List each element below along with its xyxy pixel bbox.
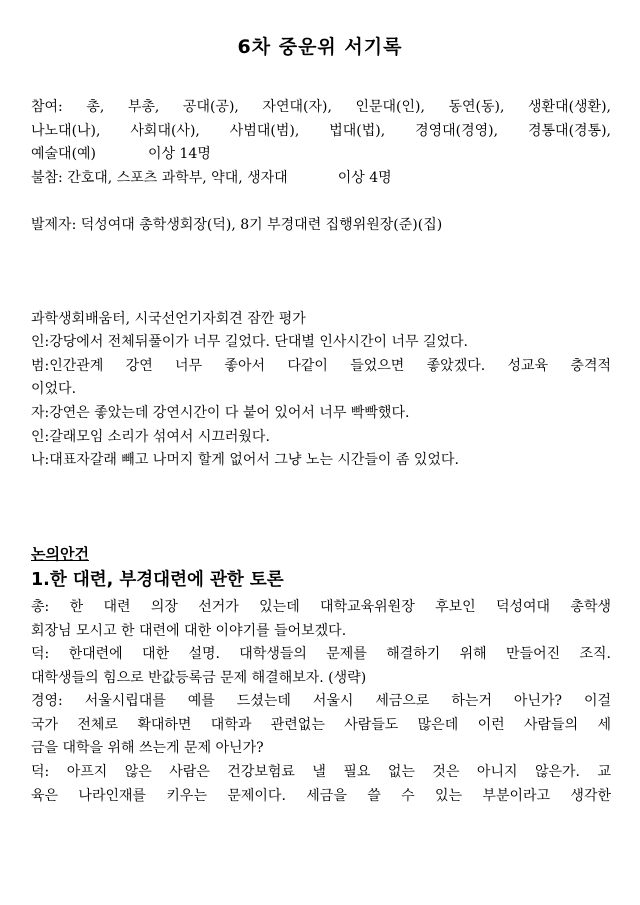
- document-title: 6차 중운위 서기록: [237, 36, 403, 58]
- attendance-present-count: 이상 14명: [148, 146, 211, 163]
- agenda-line: 덕: 아프지 않은 사람은 건강보험료 낼 필요 없는 것은 아니지 않은가. 교: [31, 764, 611, 781]
- agenda-line: 회장님 모시고 한 대련에 대한 이야기를 들어보겠다.: [31, 622, 347, 639]
- evaluation-line: 인:강당에서 전체뒤풀이가 너무 길었다. 단대별 인사시간이 너무 길었다.: [31, 334, 468, 351]
- evaluation-line: 자:강연은 좋았는데 강연시간이 다 붙어 있어서 너무 빡빡했다.: [31, 404, 410, 421]
- agenda-heading: 논의안건: [31, 544, 89, 563]
- attendance-absent-count: 이상 4명: [337, 169, 392, 186]
- agenda-line: 대학생들의 힘으로 반값등록금 문제 해결해보자. (생략): [31, 669, 367, 686]
- evaluation-title: 과학생회배움터, 시국선언기자회견 잠깐 평가: [31, 310, 306, 327]
- attendance-present-line: 나노대(나), 사회대(사), 사범대(범), 법대(법), 경영대(경영), 경통대(경통),: [31, 122, 611, 139]
- agenda-line: 총: 한 대련 의장 선거가 있는데 대학교육위원장 후보인 덕성여대 총학생: [31, 598, 611, 615]
- presenter-line: 발제자: 덕성여대 총학생회장(덕), 8기 부경대련 집행위원장(준)(집): [31, 216, 443, 233]
- agenda-line: 금을 대학을 위해 쓰는게 문제 아닌가?: [31, 740, 264, 757]
- agenda-line: 경영: 서울시립대를 예를 드셨는데 서울시 세금으로 하는거 아닌가? 이걸: [31, 693, 611, 710]
- document-body: [31, 96, 611, 808]
- attendance-present-line: 참여: 총, 부총, 공대(공), 자연대(자), 인문대(인), 동연(동), 생환대(생환),: [31, 99, 611, 115]
- attendance-absent: [31, 167, 611, 191]
- agenda-line: 덕: 한대련에 대한 설명. 대학생들의 문제를 해결하기 위해 만들어진 조직.: [31, 646, 611, 663]
- agenda-line: 육은 나라인재를 키우는 문제이다. 세금을 쓸 수 있는 부분이라고 생각한: [31, 787, 611, 804]
- evaluation-line: 나:대표자갈래 빼고 나머지 할게 없어서 그냥 노는 시간들이 좀 있었다.: [31, 452, 459, 469]
- evaluation-line: 범:인간관계 강연 너무 좋아서 다같이 들었으면 좋았겠다. 성교육 충격적: [31, 357, 611, 374]
- attendance-present-last: [31, 143, 611, 167]
- attendance-present-last-text: 예술대(예): [31, 146, 97, 163]
- agenda-line: 국가 전체로 확대하면 대학과 관련없는 사람들도 많은데 이런 사람들의 세: [31, 716, 611, 733]
- attendance-absent-text: 불참: 간호대, 스포츠 과학부, 약대, 생자대: [31, 169, 288, 186]
- evaluation-line: 이었다.: [31, 381, 77, 398]
- agenda-item-title: 1.한 대련, 부경대련에 관한 토론: [31, 570, 284, 591]
- evaluation-line: 인:갈래모임 소리가 섞여서 시끄러웠다.: [31, 428, 270, 445]
